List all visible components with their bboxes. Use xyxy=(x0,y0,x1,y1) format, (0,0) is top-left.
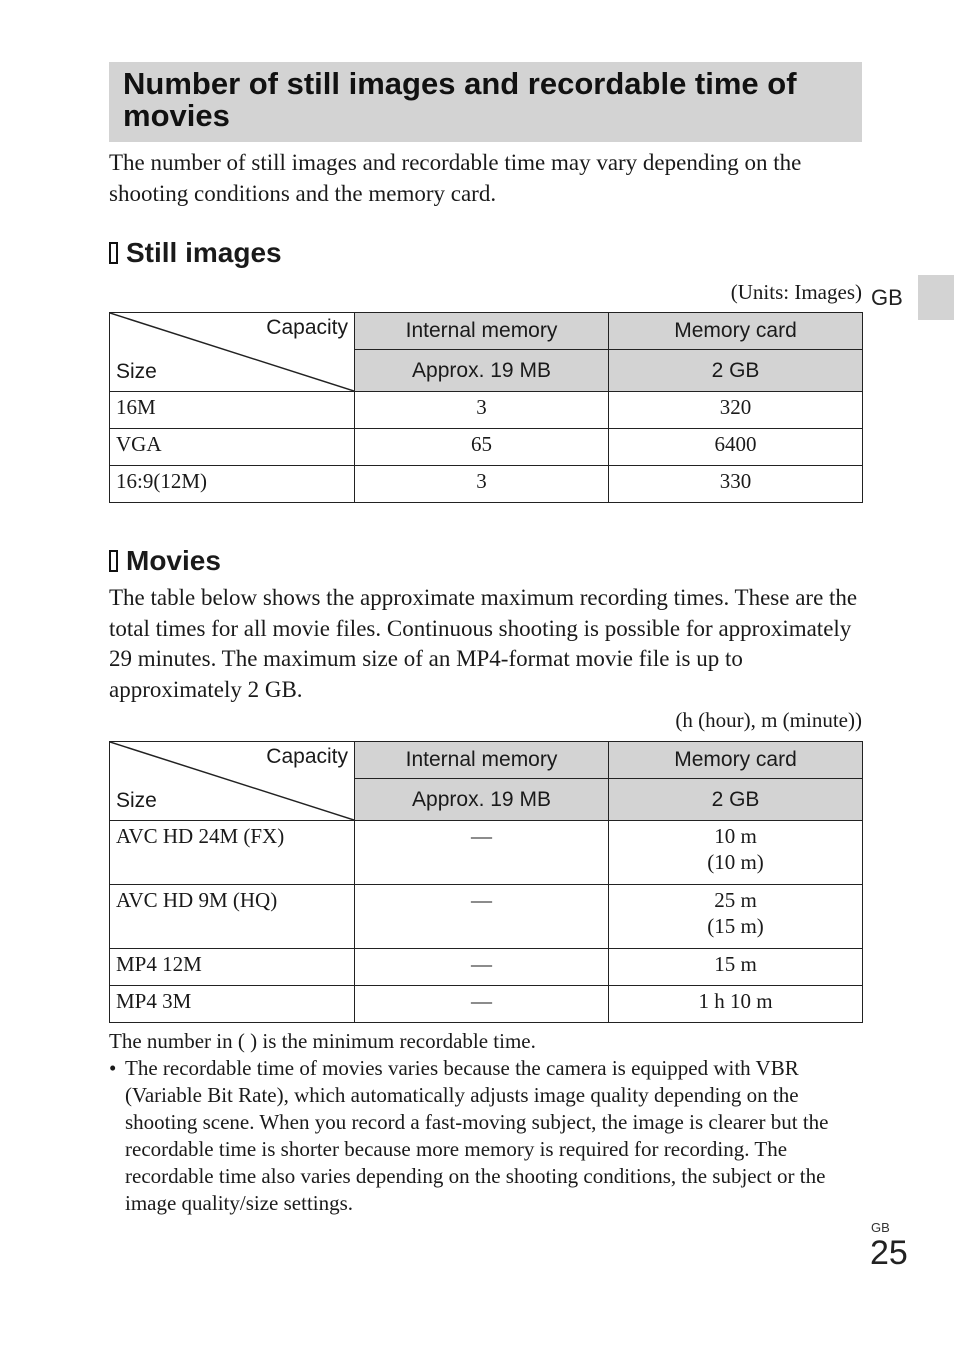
row-internal: — xyxy=(355,885,609,949)
intro-paragraph: The number of still images and recordable time may vary depending on the shooting conditions and the memory card. xyxy=(109,150,802,206)
movies-units: (h (hour), m (minute)) xyxy=(675,708,862,732)
card-time: 25 m xyxy=(714,888,757,912)
memory-card-header: Memory card xyxy=(609,313,863,350)
section-marker-icon xyxy=(109,242,118,264)
row-size: AVC HD 9M (HQ) xyxy=(110,885,355,949)
page-number: 25 xyxy=(870,1234,908,1272)
section-marker-icon xyxy=(109,550,118,572)
table-row xyxy=(110,429,863,466)
diagonal-header-cell xyxy=(110,742,355,821)
row-size: MP4 3M xyxy=(110,986,355,1023)
vbr-bullet xyxy=(109,1055,869,1217)
footer-region: GB xyxy=(871,1220,890,1235)
row-card xyxy=(609,885,863,949)
row-card: 320 xyxy=(609,392,863,429)
still-images-table xyxy=(109,312,863,503)
size-label: Size xyxy=(116,789,157,812)
vbr-bullet-text: The recordable time of movies varies because the camera is equipped with VBR (Variable Bit Rate), which automatically adjusts image quality depending on the shooting scene. When you record a fast-moving subject, the image is clearer but the recordable time is shorter because more memory is required for recording. The recordable time also varies depending on the shooting conditions, the subject or the image quality/size settings. xyxy=(125,1056,829,1215)
side-tab-label: GB xyxy=(871,285,903,310)
capacity-label: Capacity xyxy=(266,745,348,768)
still-units: (Units: Images) xyxy=(730,280,862,304)
memory-card-capacity: 2 GB xyxy=(609,779,863,821)
card-min-time: (15 m) xyxy=(707,914,764,938)
row-size: VGA xyxy=(110,429,355,466)
movies-table xyxy=(109,741,863,1023)
row-size: 16M xyxy=(110,392,355,429)
min-time-note: The number in ( ) is the minimum recordable time. xyxy=(109,1029,536,1053)
table-row xyxy=(110,821,863,885)
row-internal: — xyxy=(355,949,609,986)
table-row xyxy=(110,466,863,503)
card-time: 10 m xyxy=(714,824,757,848)
internal-memory-header: Internal memory xyxy=(355,742,609,779)
row-internal: 3 xyxy=(355,392,609,429)
table-row xyxy=(110,885,863,949)
row-size: 16:9(12M) xyxy=(110,466,355,503)
movies-heading-text: Movies xyxy=(126,545,221,576)
row-card: 6400 xyxy=(609,429,863,466)
page-title: Number of still images and recordable time of movies xyxy=(123,66,797,133)
title-banner xyxy=(109,62,862,142)
internal-memory-capacity: Approx. 19 MB xyxy=(355,350,609,392)
row-card: 330 xyxy=(609,466,863,503)
movies-heading xyxy=(109,545,221,577)
table-row xyxy=(110,949,863,986)
size-label: Size xyxy=(116,360,157,383)
capacity-label: Capacity xyxy=(266,316,348,339)
row-size: MP4 12M xyxy=(110,949,355,986)
row-size: AVC HD 24M (FX) xyxy=(110,821,355,885)
row-internal: 3 xyxy=(355,466,609,503)
row-internal: — xyxy=(355,986,609,1023)
card-min-time: (10 m) xyxy=(707,850,764,874)
memory-card-capacity: 2 GB xyxy=(609,350,863,392)
bullet-icon: • xyxy=(109,1056,117,1080)
movies-intro: The table below shows the approximate maximum recording times. These are the total times for all movie files. Continuous shooting is possible for approximately 29 minutes. The maximum size of an MP4-format movie file is up to approximately 2 GB. xyxy=(109,585,858,702)
side-tab xyxy=(918,275,954,320)
table-row xyxy=(110,986,863,1023)
table-row xyxy=(110,392,863,429)
row-internal: — xyxy=(355,821,609,885)
row-card: 15 m xyxy=(609,949,863,986)
row-internal: 65 xyxy=(355,429,609,466)
memory-card-header: Memory card xyxy=(609,742,863,779)
row-card: 1 h 10 m xyxy=(609,986,863,1023)
internal-memory-capacity: Approx. 19 MB xyxy=(355,779,609,821)
still-images-heading xyxy=(109,237,282,269)
diagonal-header-cell xyxy=(110,313,355,392)
internal-memory-header: Internal memory xyxy=(355,313,609,350)
row-card xyxy=(609,821,863,885)
still-images-heading-text: Still images xyxy=(126,237,282,268)
